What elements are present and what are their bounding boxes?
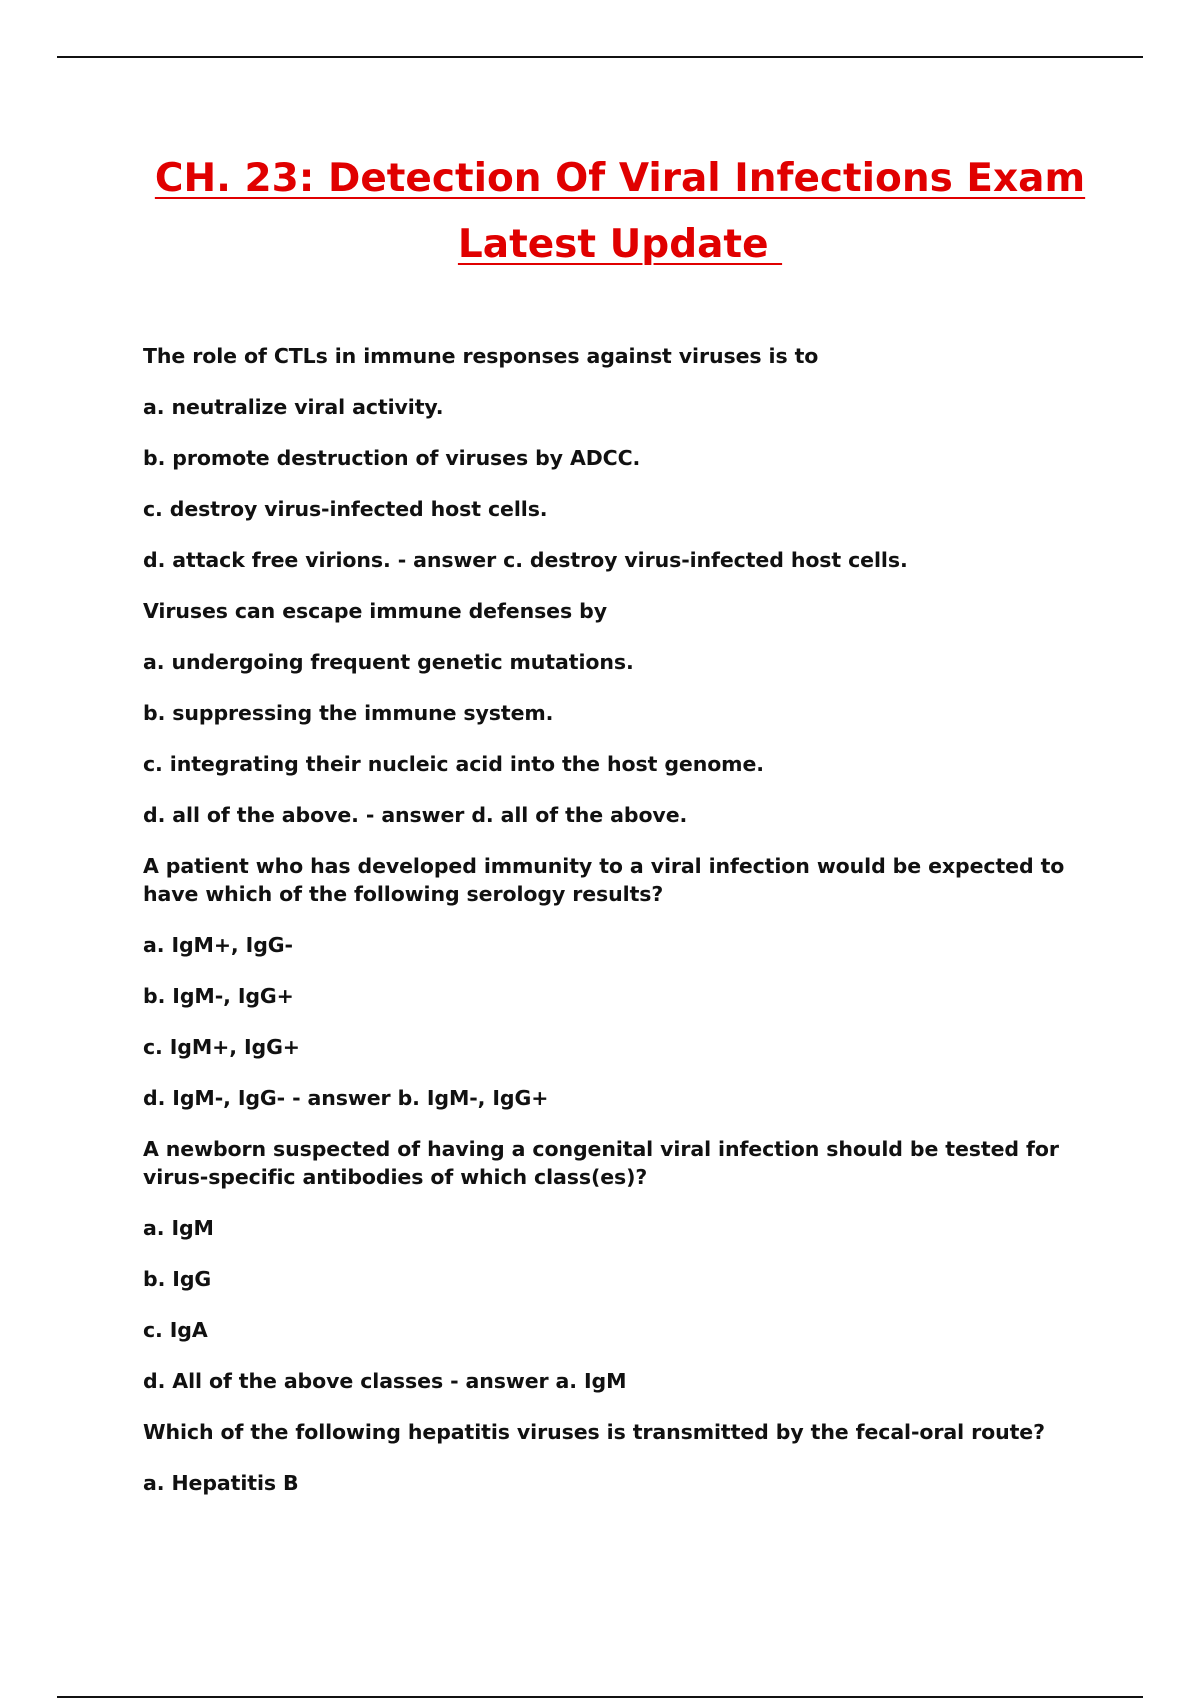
- title-line-1: CH. 23: Detection Of Viral Infections Exam: [154, 156, 1086, 201]
- question-1-option-b: b. promote destruction of viruses by ADCC.: [143, 446, 641, 470]
- page-top-rule: [57, 56, 1143, 58]
- question-1-stem: The role of CTLs in immune responses against viruses is to: [143, 344, 819, 368]
- question-3-option-d-answer: d. IgM-, IgG- - answer b. IgM-, IgG+: [143, 1086, 549, 1110]
- question-3-stem: A patient who has developed immunity to a viral infection would be expected to have which of the following serology results?: [143, 854, 1065, 906]
- question-4-option-d-answer: d. All of the above classes - answer a. IgM: [143, 1369, 627, 1393]
- question-2-option-a: a. undergoing frequent genetic mutations.: [143, 650, 634, 674]
- question-1-option-a: a. neutralize viral activity.: [143, 395, 444, 419]
- question-3-option-c: c. IgM+, IgG+: [143, 1035, 300, 1059]
- question-2-option-b: b. suppressing the immune system.: [143, 701, 554, 725]
- question-2-option-d-answer: d. all of the above. - answer d. all of the above.: [143, 803, 688, 827]
- document-body: [143, 342, 1083, 1520]
- question-4-option-a: a. IgM: [143, 1216, 214, 1240]
- question-5-stem: Which of the following hepatitis viruses is transmitted by the fecal-oral route?: [143, 1420, 1045, 1444]
- document-title: [100, 146, 1140, 278]
- question-4-option-c: c. IgA: [143, 1318, 208, 1342]
- question-1-option-d-answer: d. attack free virions. - answer c. destroy virus-infected host cells.: [143, 548, 908, 572]
- title-line-2: Latest Update: [457, 222, 783, 267]
- question-2-stem: Viruses can escape immune defenses by: [143, 599, 607, 623]
- question-4-option-b: b. IgG: [143, 1267, 212, 1291]
- question-2-option-c: c. integrating their nucleic acid into the host genome.: [143, 752, 764, 776]
- question-4-stem: A newborn suspected of having a congenital viral infection should be tested for virus-specific antibodies of which class(es)?: [143, 1137, 1059, 1189]
- question-5-option-a: a. Hepatitis B: [143, 1471, 299, 1495]
- question-3-option-a: a. IgM+, IgG-: [143, 933, 293, 957]
- question-1-option-c: c. destroy virus-infected host cells.: [143, 497, 548, 521]
- question-3-option-b: b. IgM-, IgG+: [143, 984, 294, 1008]
- page-bottom-rule: [57, 1696, 1143, 1698]
